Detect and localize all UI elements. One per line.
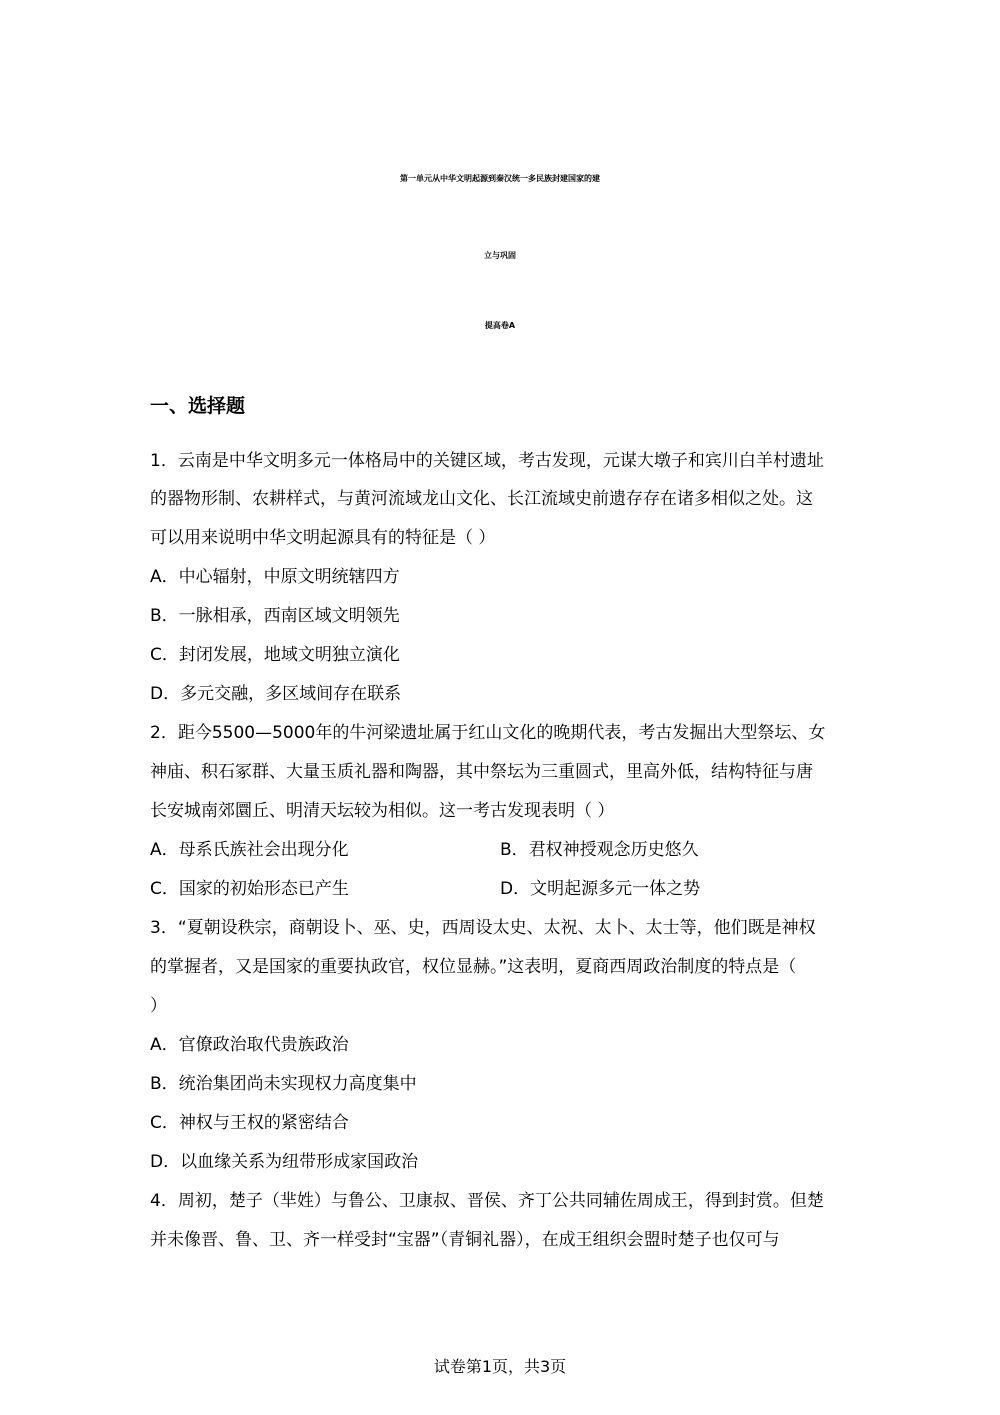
question-3-option-a: A．官僚政治取代贵族政治 [150, 1035, 349, 1055]
question-3-option-c: C．神权与王权的紧密结合 [150, 1113, 349, 1133]
document-title-line-2: 立与巩固 [484, 251, 516, 260]
question-4-line-2: 并未像晋、鲁、卫、齐一样受封“宝器”（青铜礼器），在成王组织会盟时楚子也仅可与 [150, 1230, 780, 1250]
question-1-line-2: 的器物形制、农耕样式，与黄河流域龙山文化、长江流域史前遗存存在诸多相似之处。这 [150, 489, 813, 509]
question-1-option-d: D．多元交融，多区域间存在联系 [150, 684, 402, 704]
question-2-option-c: C．国家的初始形态已产生 [150, 879, 349, 899]
question-1-option-a: A．中心辐射，中原文明统辖四方 [150, 567, 400, 587]
document-subtitle: 提高卷A [484, 321, 516, 330]
question-1-option-b: B．一脉相承，西南区域文明领先 [150, 606, 400, 626]
question-1-line-3: 可以用来说明中华文明起源具有的特征是（ ） [150, 528, 496, 548]
question-1-line-1: 1．云南是中华文明多元一体格局中的关键区域，考古发现，元谋大墩子和宾川白羊村遗址 [150, 451, 824, 471]
question-2-option-d: D．文明起源多元一体之势 [500, 879, 701, 899]
question-3-option-b: B．统治集团尚未实现权力高度集中 [150, 1074, 417, 1094]
question-3-option-d: D．以血缘关系为纽带形成家国政治 [150, 1152, 419, 1172]
page-footer: 试卷第1页，共3页 [433, 1357, 567, 1376]
question-1-option-c: C．封闭发展，地域文明独立演化 [150, 645, 400, 665]
question-2-option-b: B．君权神授观念历史悠久 [500, 840, 699, 860]
question-3-line-2: 的掌握者，又是国家的重要执政官，权位显赫。”这表明，夏商西周政治制度的特点是（ [150, 957, 797, 977]
question-2-line-3: 长安城南郊圜丘、明清天坛较为相似。这一考古发现表明（ ） [150, 801, 615, 821]
question-3-line-3: ） [150, 996, 167, 1016]
question-2-line-2: 神庙、积石冢群、大量玉质礼器和陶器，其中祭坛为三重圆式，里高外低，结构特征与唐 [150, 762, 813, 782]
question-2-line-1: 2．距今5500—5000年的牛河梁遗址属于红山文化的晚期代表，考古发掘出大型祭坛、女 [150, 723, 826, 743]
question-2-option-a: A．母系氏族社会出现分化 [150, 840, 349, 860]
section-heading: 一、选择题 [150, 395, 246, 417]
question-3-line-1: 3．“夏朝设秩宗，商朝设卜、巫、史，西周设太史、太祝、太卜、太士等，他们既是神权 [150, 918, 816, 938]
document-title-line-1: 第一单元从中华文明起源到秦汉统一多民族封建国家的建 [400, 174, 600, 183]
question-4-line-1: 4．周初，楚子（芈姓）与鲁公、卫康叔、晋侯、齐丁公共同辅佐周成王，得到封赏。但楚 [150, 1191, 824, 1211]
